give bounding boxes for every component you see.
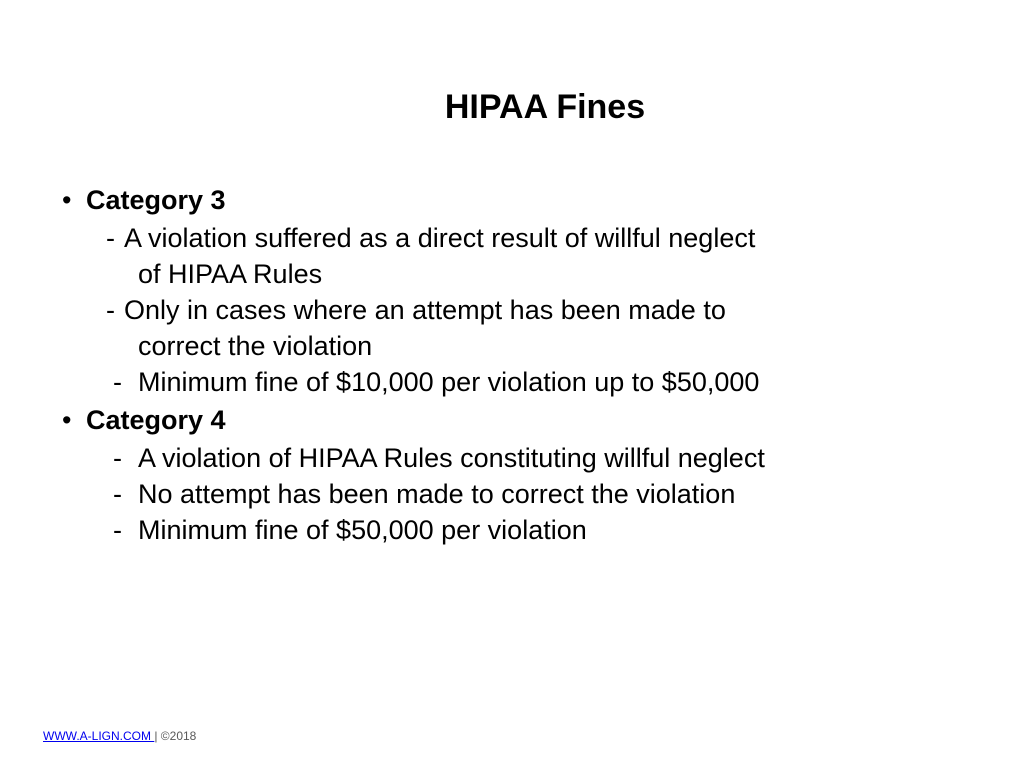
- item-text: [124, 292, 980, 364]
- category-4-heading: [60, 400, 980, 440]
- footer: [43, 728, 196, 744]
- list-item: [60, 292, 980, 364]
- list-item: [60, 220, 980, 292]
- dash-bullet: -: [106, 295, 115, 325]
- dash-bullet: -: [113, 443, 122, 473]
- item-line: A violation suffered as a direct result of willful neglect: [124, 223, 756, 253]
- list-item: [60, 440, 980, 476]
- bullet-icon: •: [62, 405, 72, 435]
- dash-bullet: -: [113, 515, 122, 545]
- dash-bullet: -: [106, 223, 115, 253]
- list-item: [60, 476, 980, 512]
- dash-bullet: -: [113, 367, 122, 397]
- category-label: Category 3: [86, 185, 226, 215]
- item-text: No attempt has been made to correct the violation: [138, 479, 736, 509]
- item-text: Minimum fine of $50,000 per violation: [138, 515, 587, 545]
- category-3-heading: [60, 180, 980, 220]
- list-item: [60, 512, 980, 548]
- item-text: A violation of HIPAA Rules constituting willful neglect: [138, 443, 765, 473]
- item-text: Minimum fine of $10,000 per violation up to $50,000: [138, 367, 760, 397]
- item-line: Only in cases where an attempt has been made to: [124, 295, 726, 325]
- slide-title: HIPAA Fines: [444, 88, 646, 126]
- bullet-icon: •: [62, 185, 72, 215]
- item-line: of HIPAA Rules: [138, 259, 323, 289]
- item-text: [124, 220, 980, 292]
- list-item: [60, 364, 980, 400]
- item-line: correct the violation: [138, 331, 373, 361]
- website-link[interactable]: WWW.A-LIGN.COM: [43, 729, 155, 743]
- dash-bullet: -: [113, 479, 122, 509]
- category-label: Category 4: [86, 405, 226, 435]
- slide-content: [60, 180, 980, 548]
- footer-separator: |: [154, 729, 158, 743]
- copyright-text: ©2018: [160, 729, 197, 743]
